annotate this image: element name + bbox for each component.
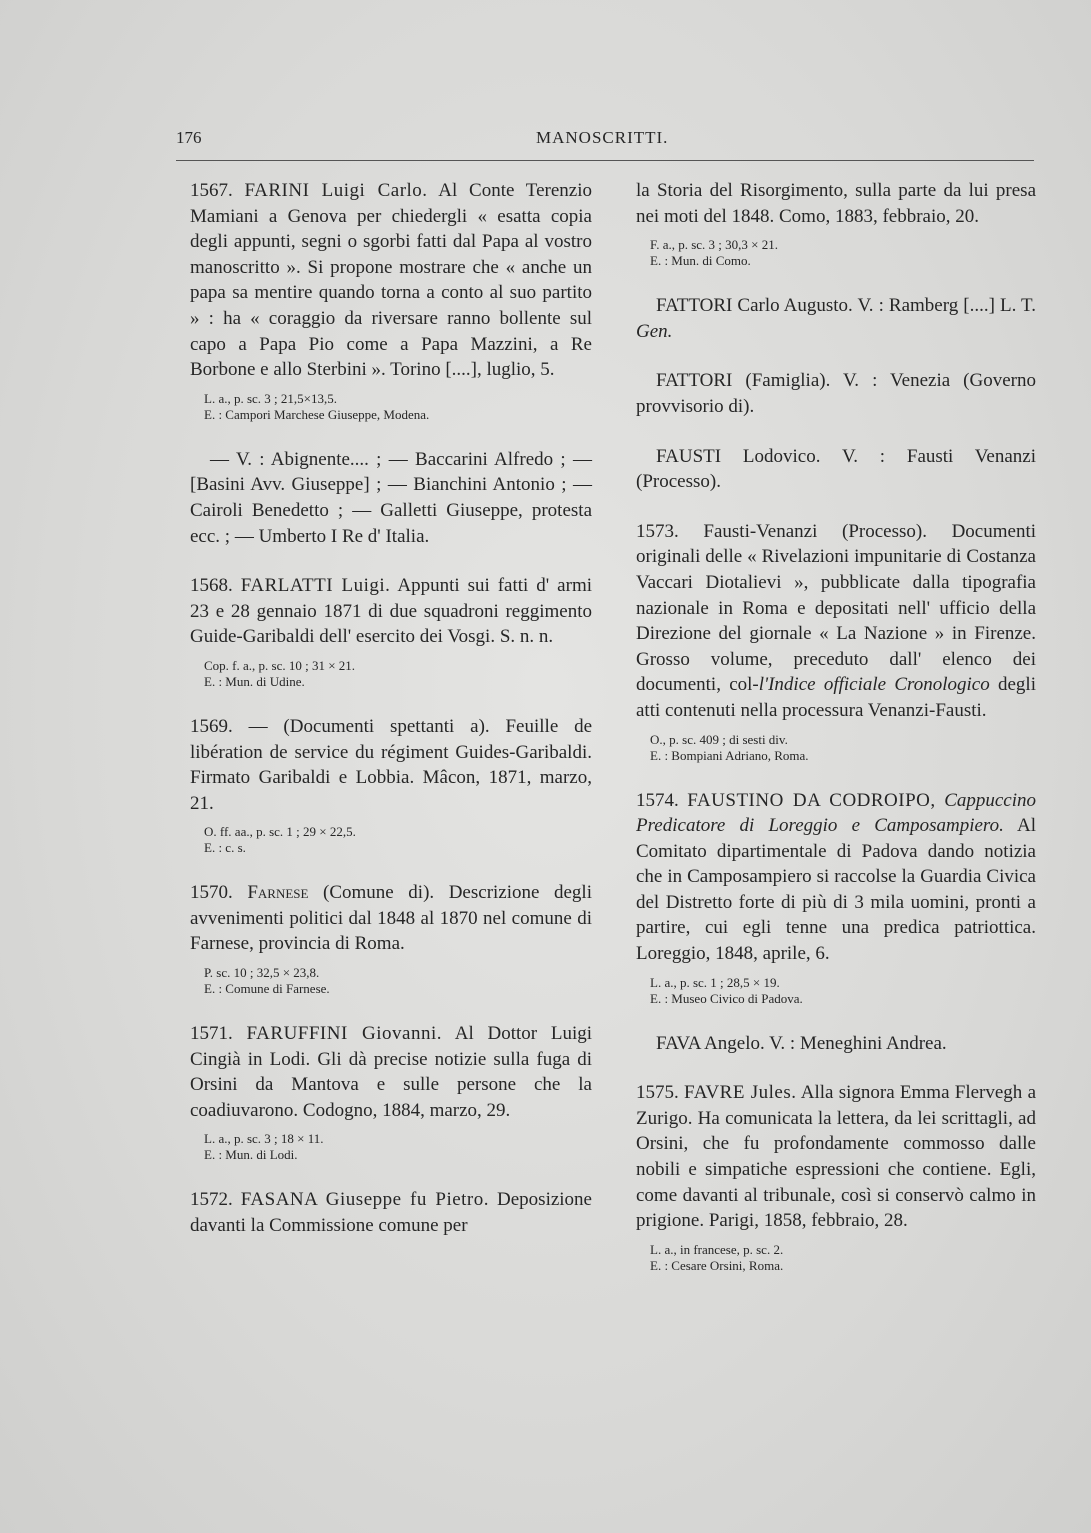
- entry-note: [204, 658, 592, 690]
- entry-note: [650, 1242, 1036, 1274]
- entry-name: FAVRE Jules.: [684, 1082, 797, 1104]
- cross-reference-text: FATTORI (Famiglia). V. : Venezia (Governo provvisorio di).: [636, 370, 1036, 417]
- entry-body: Appunti sui fatti d' armi 23 e 28 gennaio 1871 di due squadroni reggimento Guide-Garibaldi dell' esercito dei Vosgi. S. n. n.: [190, 575, 592, 648]
- entry-italic-title: l'Indice officiale Cronologico: [758, 674, 990, 696]
- entry-body: Alla signora Emma Flervegh a Zurigo. Ha comunicata la lettera, da lei scrittagli, ad Orsini, che fu profondamente commosso dalle nobili e simpatiche espressioni che contiene. Egli, come davanti al tribunale, così si conservò calmo in prigione. Parigi, 1858, febbraio, 28.: [636, 1082, 1037, 1232]
- cross-reference-fava: [636, 1031, 1036, 1057]
- entry-number: 1568.: [190, 575, 233, 597]
- cross-reference-gen: Gen.: [636, 320, 673, 342]
- entry-1572: [190, 1187, 592, 1238]
- cross-reference-fattori-famiglia: [636, 368, 1036, 419]
- entry-1573: [636, 519, 1036, 764]
- cross-reference-1567: [190, 447, 592, 549]
- entry-body: (Comune di). Descrizione degli avvenimenti politici dal 1848 al 1870 nel comune di Farnese, provincia di Roma.: [190, 882, 592, 955]
- entry-number: 1571.: [190, 1023, 233, 1045]
- entry-name: FAUSTINO DA CODROIPO,: [687, 789, 936, 811]
- left-column: [190, 178, 592, 1263]
- note-owner: E. : Campori Marchese Giuseppe, Modena.: [204, 406, 430, 422]
- cross-reference-text: FAUSTI Lodovico. V. : Fausti Venanzi (Processo).: [636, 445, 1036, 493]
- entry-name: FARUFFINI Giovanni.: [246, 1023, 443, 1045]
- entry-body: la Storia del Risorgimento, sulla parte da lui presa nei moti del 1848. Como, 1883, febbraio, 20.: [636, 180, 1036, 227]
- cross-reference-text: [636, 293, 1036, 344]
- header-rule: [176, 160, 1034, 161]
- entry-1574: [636, 788, 1036, 1007]
- entry-note: [650, 237, 1036, 269]
- entry-body-end: degli atti contenuti nella processura Venanzi-Fausti.: [636, 674, 1036, 721]
- entry-1567: [190, 178, 592, 423]
- note-owner: E. : Bompiani Adriano, Roma.: [650, 747, 809, 763]
- note-description: L. a., in francese, p. sc. 2.: [650, 1241, 784, 1257]
- right-column: [636, 178, 1036, 1298]
- entry-text: [190, 573, 592, 650]
- entry-body: Deposizione davanti la Commissione comune per: [190, 1189, 592, 1237]
- entry-text: [636, 519, 1036, 724]
- note-owner: E. : Museo Civico di Padova.: [650, 990, 803, 1006]
- note-description: L. a., p. sc. 1 ; 28,5 × 19.: [650, 974, 780, 990]
- entry-body: — (Documenti spettanti a). Feuille de libération de service du régiment Guides-Garibaldi. Firmato Garibaldi e Lobbia. Mâcon, 1871, marzo, 21.: [190, 715, 593, 814]
- entry-note: [650, 975, 1036, 1007]
- entry-1575: [636, 1080, 1036, 1274]
- cross-reference-text: FAVA Angelo. V. : Meneghini Andrea.: [656, 1032, 947, 1054]
- entry-note: [650, 732, 1036, 764]
- entry-note: [204, 824, 592, 856]
- entry-number: 1570.: [190, 882, 233, 904]
- note-owner: E. : Mun. di Lodi.: [204, 1147, 298, 1163]
- entry-1569: [190, 714, 592, 856]
- entry-body: Fausti-Venanzi (Processo). Documenti originali delle « Rivelazioni impunitarie di Costanza Vaccari Diotalievi », pubblicate dalla tipografia nazionale in Roma e depositati nell' ufficio della Direzione del giornale « La Nazione » in Firenze. Grosso volume, preceduto dall' elenco dei documenti, col-: [636, 520, 1036, 696]
- entry-name: FASANA Giuseppe fu Pietro.: [240, 1189, 490, 1211]
- note-description: L. a., p. sc. 3 ; 18 × 11.: [204, 1131, 324, 1147]
- running-head: [176, 128, 1034, 152]
- entry-text: [636, 788, 1036, 967]
- page-number: 176: [176, 128, 202, 147]
- entry-text: [190, 1187, 592, 1238]
- entry-number: 1574.: [636, 789, 679, 811]
- entry-body: Al Conte Terenzio Mamiani a Genova per chiedergli « esatta copia degli appunti, segni o sgorbi fatti dal Papa al vostro manoscritto ». Si propone mostrare che « anche un papa sa mentire quando torna a conto al suo partito » : ha « coraggio da riversare ranno bollente sul capo a Papa Pio come a Papa Mazzini, a Re Borbone e allo Sterbini ». Torino [....], luglio, 5.: [190, 180, 592, 381]
- entry-name: Farnese: [247, 882, 309, 904]
- note-owner: E. : Mun. di Udine.: [204, 673, 305, 689]
- entry-1572-continued: [636, 178, 1036, 269]
- cross-reference-body: FATTORI Carlo Augusto. V. : Ramberg [....] L. T.: [656, 295, 1036, 317]
- entry-1568: [190, 573, 592, 690]
- note-owner: E. : Mun. di Como.: [650, 253, 751, 269]
- entry-1570: [190, 880, 592, 997]
- entry-body: Al Comitato dipartimentale di Padova dando notizia che in Camposampiero si raccolse la Guardia Civica del Distretto forte di più di 3 mila uomini, pronti a partire, cui egli tenne una predica patriottica. Loreggio, 1848, aprile, 6.: [636, 815, 1036, 965]
- entry-name: FARINI Luigi Carlo.: [244, 180, 428, 201]
- cross-reference-fausti: [636, 444, 1036, 495]
- entry-number: 1573.: [636, 520, 679, 542]
- note-description: L. a., p. sc. 3 ; 21,5×13,5.: [204, 390, 337, 406]
- entry-text: [190, 178, 592, 383]
- cross-reference-fattori-carlo: [636, 293, 1036, 344]
- section-title: MANOSCRITTI.: [536, 128, 669, 147]
- note-description: O. ff. aa., p. sc. 1 ; 29 × 22,5.: [204, 824, 356, 840]
- entry-name: FARLATTI Luigi.: [240, 575, 391, 597]
- entry-italic-title: Cappuccino Predicatore di Loreggio e Camposampiero.: [636, 789, 1037, 837]
- entry-text: [636, 1080, 1036, 1234]
- entry-text: [190, 714, 592, 816]
- entry-text: [190, 1021, 592, 1123]
- entry-note: [204, 1131, 592, 1163]
- note-description: F. a., p. sc. 3 ; 30,3 × 21.: [650, 237, 778, 253]
- entry-1571: [190, 1021, 592, 1163]
- note-description: O., p. sc. 409 ; di sesti div.: [650, 731, 788, 747]
- entry-note: [204, 391, 592, 423]
- entry-number: 1567.: [190, 180, 233, 201]
- note-owner: E. : Comune di Farnese.: [204, 981, 330, 997]
- entry-number: 1569.: [190, 715, 233, 737]
- note-owner: E. : c. s.: [204, 840, 246, 856]
- entry-text: [190, 880, 592, 957]
- note-description: P. sc. 10 ; 32,5 × 23,8.: [204, 965, 320, 981]
- cross-reference-text: — V. : Abignente.... ; — Baccarini Alfredo ; — [Basini Avv. Giuseppe] ; — Bianchini Antonio ; — Cairoli Benedetto ; — Galletti Giuseppe, protesta ecc. ; — Umberto I Re d' Italia.: [190, 448, 592, 547]
- entry-number: 1575.: [636, 1082, 679, 1104]
- entry-number: 1572.: [190, 1189, 233, 1211]
- entry-note: [204, 965, 592, 997]
- note-description: Cop. f. a., p. sc. 10 ; 31 × 21.: [204, 657, 356, 673]
- entry-body: Al Dottor Luigi Cingià in Lodi. Gli dà precise notizie sulla fuga di Orsini da Mantova e sulle persone che la coadiuvarono. Codogno, 1884, marzo, 29.: [190, 1023, 593, 1121]
- note-owner: E. : Cesare Orsini, Roma.: [650, 1257, 784, 1273]
